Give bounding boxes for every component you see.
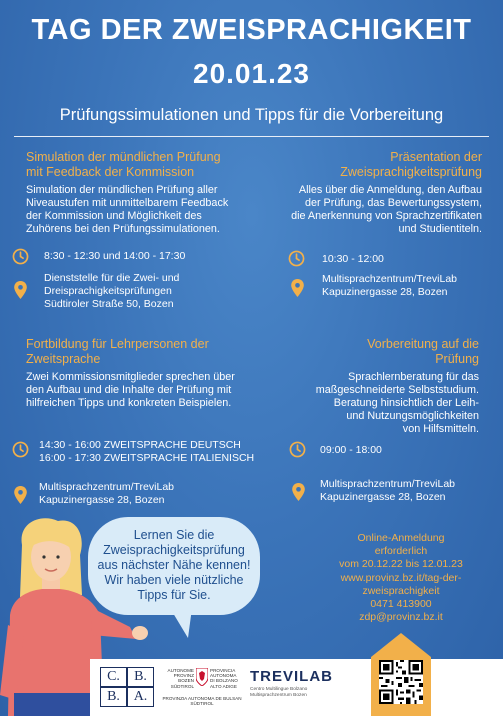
trevilab-subtitle: Centro Multilingue Bolzano Multisprachzentrum Bozen — [250, 687, 308, 698]
registration-info: Online-Anmeldung erforderlich vom 20.12.22 bis 12.01.23 www.provinz.bz.it/tag-der- zweisprachigkeit 0471 413900 zdp@provinz.bz.it — [326, 532, 476, 624]
email-link[interactable]: zdp@provinz.bz.it — [359, 611, 443, 624]
vorbereitung-description: Sprachlernberatung für das maßgeschneiderte Selbststudium. Beratung hinsichtlich der Leih- und Nutzungsmöglichkeiten von Hilfsmitteln. — [315, 371, 479, 435]
location-pin-icon — [292, 483, 305, 501]
location-pin-icon — [14, 486, 27, 504]
coat-of-arms-icon — [196, 668, 208, 686]
page-title: TAG DER ZWEISPRACHIGKEIT — [31, 14, 472, 46]
fortbildung-location: Multisprachzentrum/TreviLab Kapuzinergasse 28, Bozen — [39, 481, 174, 506]
location-pin-icon — [291, 279, 304, 297]
praesentation-location: Multisprachzentrum/TreviLab Kapuzinergasse 28, Bozen — [322, 273, 457, 298]
praesentation-time: 10:30 - 12:00 — [322, 253, 384, 265]
phone-number: 0471 413900 — [370, 598, 432, 611]
clock-icon — [288, 250, 305, 267]
divider — [14, 136, 489, 137]
fortbildung-time: 14:30 - 16:00 ZWEITSPRACHE DEUTSCH 16:00 - 17:30 ZWEITSPRACHE ITALIENISCH — [39, 439, 255, 464]
clock-icon — [12, 441, 29, 458]
fortbildung-title: Fortbildung für Lehrpersonen der Zweitsprache — [26, 337, 209, 366]
clock-icon — [12, 248, 29, 265]
registration-link[interactable]: www.provinz.bz.it/tag-der- — [340, 571, 462, 584]
praesentation-description: Alles über die Anmeldung, den Aufbau der Prüfung, das Bewertungssystem, die Anerkennung von Sprachzertifikaten und Studientiteln. — [291, 184, 482, 235]
simulation-time: 8:30 - 12:30 und 14:00 - 17:30 — [44, 250, 186, 262]
simulation-description: Simulation der mündlichen Prüfung aller Niveaustufen mit unmittelbarem Feedback der Kommission und Möglichkeit des Zuhörens bei den Prüfungssimulationen. — [26, 184, 229, 235]
simulation-title: Simulation der mündlichen Prüfung mit Feedback der Kommission — [26, 150, 221, 179]
simulation-location: Dienststelle für die Zwei- und Dreisprachigkeitsprüfungen Südtiroler Straße 50, Bozen — [44, 272, 180, 310]
province-logo: AUTONOME PROVINZ BOZEN SÜDTIROL PROVINCIA AUTONOMA DI BOLZANO ALTO ADIGE PROVINZIA AUTONOMA DE BULSAN SÜDTIROL — [162, 668, 242, 707]
page-subtitle: Prüfungssimulationen und Tipps für die Vorbereitung — [59, 106, 444, 124]
speech-bubble: Lernen Sie die Zweisprachigkeitsprüfung aus nächster Nähe kennen! Wir haben viele nützliche Tipps für Sie. — [88, 517, 260, 615]
praesentation-title: Präsentation der Zweisprachigkeitsprüfung — [340, 150, 482, 179]
location-pin-icon — [14, 281, 27, 299]
cba-logo: C. B. B. A. — [100, 667, 154, 707]
event-date: 20.01.23 — [193, 58, 310, 89]
trevilab-logo: TREVILAB — [250, 668, 333, 685]
vorbereitung-title: Vorbereitung auf die Prüfung — [367, 337, 479, 366]
clock-icon — [289, 441, 306, 458]
qr-code[interactable] — [379, 660, 423, 704]
fortbildung-description: Zwei Kommissionsmitglieder sprechen über den Aufbau und die Inhalte der Prüfung mit hilfreichen Tipps und konkreten Beispielen. — [26, 371, 235, 409]
vorbereitung-time: 09:00 - 18:00 — [320, 444, 382, 456]
vorbereitung-location: Multisprachzentrum/TreviLab Kapuzinergasse 28, Bozen — [320, 478, 455, 503]
